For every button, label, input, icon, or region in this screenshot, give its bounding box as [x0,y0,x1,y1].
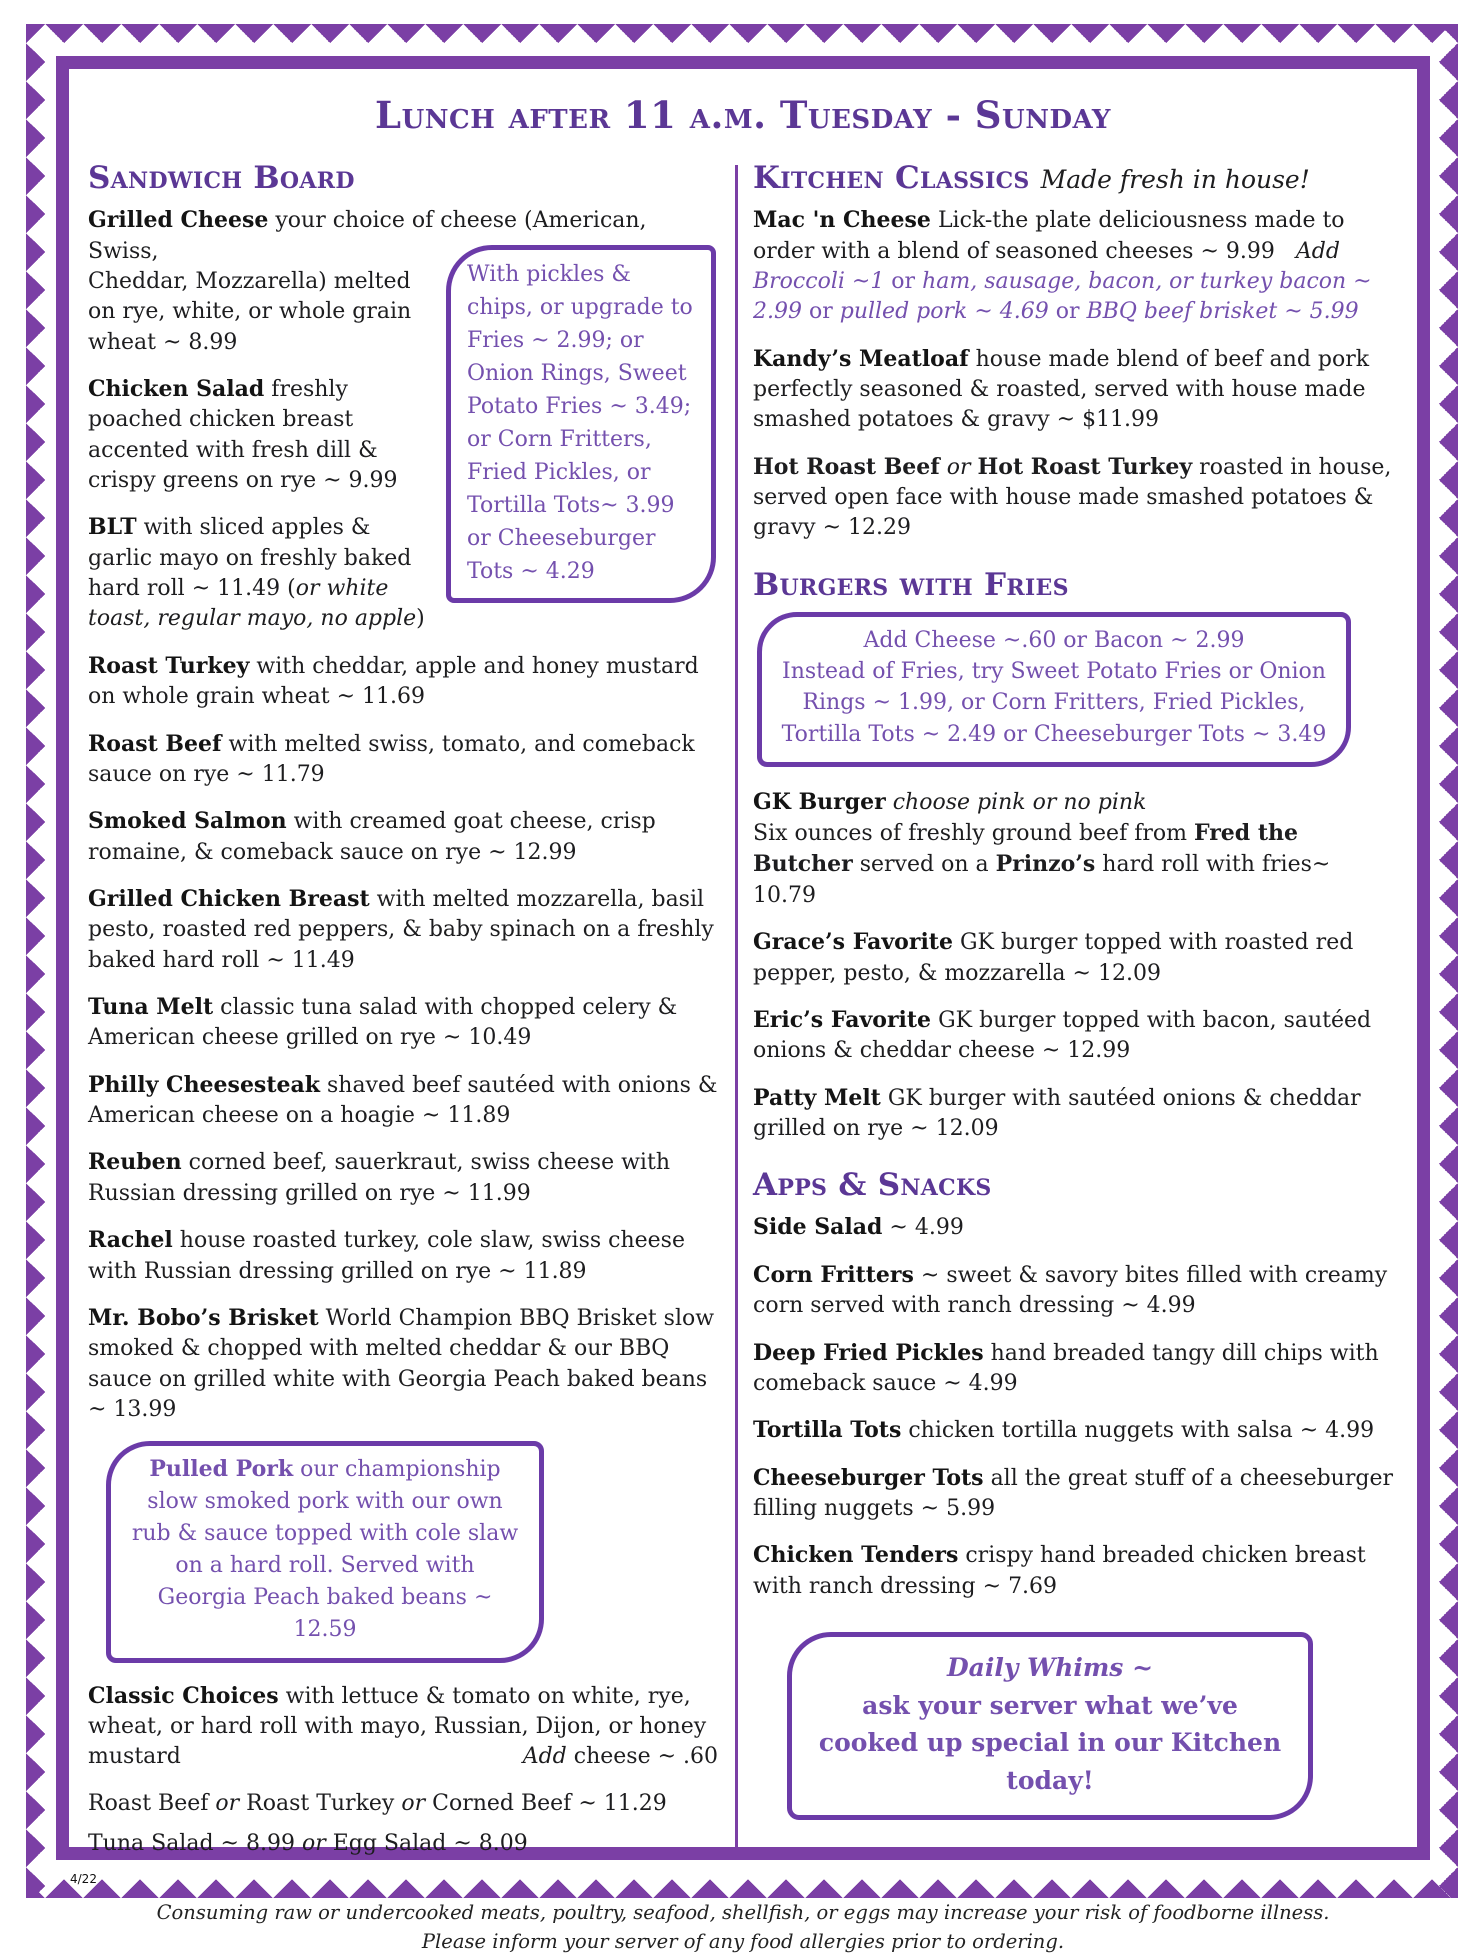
text-run: Instead of Fries, try Sweet Potato Fries or Onion Rings ~ 1.99, or Corn Fritters, Fried Pickles, Tortilla Tots ~ 2.49 or Cheeseburger Tots ~ 3.49 [782,659,1327,746]
menu-item-philly-cheesesteak [88,1070,718,1132]
menu-item-blt [88,512,440,634]
item-name: Mac 'n Cheese [753,207,931,233]
item-name: Reuben [88,1149,182,1175]
menu-item-rachel [88,1225,718,1287]
text-run: with creamed goat cheese, crisp romaine, & comeback sauce on rye ~ 12.99 [88,809,656,864]
text-run: crispy hand breaded chicken breast with ranch dressing ~ 7.69 [753,1543,1366,1598]
text-run: or [802,299,840,324]
text-run: ~ 4.99 [889,1215,963,1240]
menu-item-chicken-salad [88,374,440,496]
kitchen-classics-heading [753,161,1398,195]
footer-disclaimer [88,1898,1398,1956]
section-kitchen-classics [753,161,1398,544]
text-run: or [940,455,978,480]
text-run: Roast Turkey [239,1791,401,1816]
burgers-heading: Burgers with Fries [753,568,1398,602]
section-apps-snacks [753,1168,1398,1602]
text-run: classic tuna salad with chopped celery & American cheese grilled on rye ~ 10.49 [88,995,677,1050]
text-run: Add [1296,239,1340,264]
item-name: Classic Choices [88,1683,279,1709]
torn-edge-top [26,24,1458,74]
column-divider [735,165,738,1849]
item-name: Eric’s Favorite [753,1007,931,1033]
menu-item-tortilla-tots [753,1415,1398,1446]
text-run: Egg Salad ~ 8.09 [326,1831,528,1856]
section-sandwich-board [88,161,718,1859]
menu-item-mac-n-cheese [753,205,1398,327]
text-run: Roast Beef [88,1791,215,1816]
item-name: Grilled Cheese [88,207,268,233]
burger-addons-callout [757,612,1351,767]
text-run: Prinzo’s [996,851,1096,877]
menu-item-tuna-melt [88,992,718,1054]
right-aligned-note [523,1742,718,1772]
text-run: or white toast, regular mayo, no apple [88,576,416,631]
menu-item-classic-salads [88,1829,718,1859]
menu-item-roast-beef [88,729,718,791]
item-name: Roast Turkey [88,653,249,679]
text-run: GK burger topped with bacon, sautéed onions & cheddar cheese ~ 12.99 [753,1008,1371,1063]
text-run: house made blend of beef and pork perfectly seasoned & roasted, served with house made smashed potatoes & gravy ~ $11.99 [753,347,1369,433]
text-run: or [401,1791,425,1816]
item-name: Smoked Salmon [88,808,287,834]
torn-edge-left [26,24,76,1898]
text-run: BBQ beef brisket ~ 5.99 [1086,299,1358,324]
text-run: chicken tortilla nuggets with salsa ~ 4.99 [908,1418,1374,1443]
sandwich-board-heading: Sandwich Board [88,161,718,195]
menu-columns [88,161,1398,1869]
text-run: shaved beef sautéed with onions & American cheese on a hoagie ~ 11.89 [88,1073,717,1128]
menu-item-graces-favorite [753,927,1398,989]
sides-upgrade-callout [446,245,716,603]
menu-item-cheeseburger-tots [753,1463,1398,1525]
text-run: Six ounces of freshly ground beef from [753,821,1194,846]
menu-item-classic-choices [88,1681,718,1773]
footer-disclaimer-line1: Consuming raw or undercooked meats, poultry, seafood, shellfish, or eggs may increase your risk of foodborne illness. [88,1898,1398,1927]
item-name: Grilled Chicken Breast [88,886,370,912]
item-name: Philly Cheesesteak [88,1072,320,1098]
text-run: choose pink or no pink [893,790,1147,815]
item-name: Patty Melt [753,1085,881,1111]
footer-disclaimer-line2: Please inform your server of any food allergies prior to ordering. [88,1927,1398,1956]
text-run: corned beef, sauerkraut, swiss cheese with Russian dressing grilled on rye ~ 11.99 [88,1150,670,1205]
item-name: BLT [88,514,137,540]
page-title: Lunch after 11 a.m. Tuesday - Sunday [88,90,1398,141]
menu-item-erics-favorite [753,1005,1398,1067]
menu-item-classic-meats [88,1789,718,1819]
menu-item-smoked-salmon [88,806,718,868]
sandwich-board-main-items [88,651,718,1426]
text-run: With pickles & chips, or upgrade to Fries ~ 2.99; or Onion Rings, Sweet Potato Fries ~ 3.49; or Corn Fritters, Fried Pickles, or Tortilla Tots~ 3.99 or Cheeseburger Tots ~ 4.29 [467,262,693,584]
text-run: hard roll with fries~ 10.79 [753,852,1330,907]
text-run: with lettuce & tomato on white, rye, wheat, or hard roll with mayo, Russian, Dijon, or honey mustard [88,1684,706,1770]
text-run: Add [523,1744,567,1769]
text-run: Hot Roast Turkey [978,454,1193,480]
menu-item-gk-burger [753,787,1398,911]
text-run: ) [416,606,425,631]
menu-item-reuben [88,1147,718,1209]
right-column [753,161,1398,1869]
text-run: roasted in house, served open face with house made smashed potatoes & gravy ~ 12.29 [753,455,1391,541]
text-run: Broccoli ~1 [753,269,884,294]
text-run: Lick-the plate deliciousness made to order with a blend of seasoned cheeses ~ 9.99 [753,208,1345,263]
text-run: Cheddar, Mozzarella) melted on rye, white, or whole grain wheat ~ 8.99 [88,267,440,358]
text-run: with sliced apples & garlic mayo on freshly baked hard roll ~ 11.49 ( [88,515,411,601]
text-run: cheese ~ .60 [567,1744,718,1769]
apps-snacks-heading: Apps & Snacks [753,1168,1398,1202]
text-run: Tuna Salad ~ 8.99 [88,1831,302,1856]
text-run: GK burger with sautéed onions & cheddar grilled on rye ~ 12.09 [753,1086,1361,1141]
item-name: Rachel [88,1227,173,1253]
pulled-pork-callout [106,1441,544,1662]
kitchen-classics-items [753,205,1398,544]
menu-item-mr-bobos-brisket [88,1303,718,1425]
menu-item-hot-roast [753,452,1398,544]
menu-item-side-salad [753,1212,1398,1243]
text-run: hand breaded tangy dill chips with comeback sauce ~ 4.99 [753,1341,1379,1396]
text-run: Add Cheese ~.60 or Bacon ~ 2.99 [864,628,1245,653]
item-name: Chicken Salad [88,376,264,402]
text-run: with cheddar, apple and honey mustard on whole grain wheat ~ 11.69 [88,654,699,709]
sandwich-board-bottom-items [88,1681,718,1860]
daily-whims-callout [787,1632,1313,1820]
text-run: Daily Whims ~ [947,1653,1153,1682]
section-burgers [753,568,1398,1145]
text-run: Fred the Butcher [753,820,1298,877]
text-run: or [302,1831,326,1856]
text-run: house roasted turkey, cole slaw, swiss cheese with Russian dressing grilled on rye ~ 11.89 [88,1228,685,1283]
item-name: GK Burger [753,789,886,815]
text-run: pulled pork ~ 4.69 [840,299,1049,324]
text-run: Corned Beef ~ 11.29 [425,1791,667,1816]
item-name: Pulled Pork [149,1456,293,1482]
menu-item-roast-turkey [88,651,718,713]
text-run: or [215,1791,239,1816]
text-run: World Champion BBQ Brisket slow smoked & chopped with melted cheddar & our BBQ sauce on grilled white with Georgia Peach baked beans ~ 13.99 [88,1306,714,1422]
apps-snacks-items [753,1212,1398,1602]
text-run: or [884,269,922,294]
text-run: GK burger topped with roasted red pepper, pesto, & mozzarella ~ 12.09 [753,930,1353,985]
left-column [88,161,718,1869]
item-name: Kandy’s Meatloaf [753,346,969,372]
kitchen-classics-heading-text: Kitchen Classics [753,160,1030,196]
text-run: served on a [853,852,996,877]
text-run: ~ sweet & savory bites filled with creamy corn served with ranch dressing ~ 4.99 [753,1263,1387,1318]
kitchen-classics-note: Made fresh in house! [1041,165,1310,194]
menu-item-deep-fried-pickles [753,1338,1398,1400]
item-name: Corn Fritters [753,1262,914,1288]
item-name: Cheeseburger Tots [753,1465,984,1491]
item-name: Grace’s Favorite [753,929,953,955]
text-run: ask your server what we’ve cooked up special in our Kitchen today! [819,1691,1281,1795]
sandwich-board-top [88,205,718,635]
burgers-items [753,787,1398,1145]
menu-item-kandys-meatloaf [753,344,1398,436]
text-run: all the great stuff of a cheeseburger filling nuggets ~ 5.99 [753,1466,1393,1521]
menu-item-patty-melt [753,1083,1398,1145]
item-name: Mr. Bobo’s Brisket [88,1305,319,1331]
item-name: Side Salad [753,1214,882,1240]
text-run: ham, sausage, bacon, or turkey bacon ~ 2.99 [753,269,1372,324]
torn-edge-right [1408,24,1458,1898]
text-run: with melted mozzarella, basil pesto, roasted red peppers, & baby spinach on a freshly baked hard roll ~ 11.49 [88,887,714,973]
menu-content [80,80,1406,1834]
text-run: your choice of cheese (American, Swiss, [88,208,647,263]
text-run: Hot Roast Beef [753,454,940,480]
pulled-pork-callout-text [129,1454,521,1645]
item-name: Tuna Melt [88,994,213,1020]
menu-item-corn-fritters [753,1260,1398,1322]
text-run: our championship slow smoked pork with our own rub & sauce topped with cole slaw on a hard roll. Served with Georgia Peach baked beans ~ 12.59 [132,1457,518,1641]
text-run: or [1049,299,1087,324]
item-name: Chicken Tenders [753,1542,958,1568]
item-name: Tortilla Tots [753,1417,901,1443]
menu-item-chicken-tenders [753,1540,1398,1602]
text-run: with melted swiss, tomato, and comeback sauce on rye ~ 11.79 [88,732,695,787]
text-run: freshly poached chicken breast accented with fresh dill & crispy greens on rye ~ 9.99 [88,377,398,493]
item-name: Deep Fried Pickles [753,1340,984,1366]
item-name: Roast Beef [88,731,221,757]
menu-item-grilled-chicken-breast [88,884,718,976]
